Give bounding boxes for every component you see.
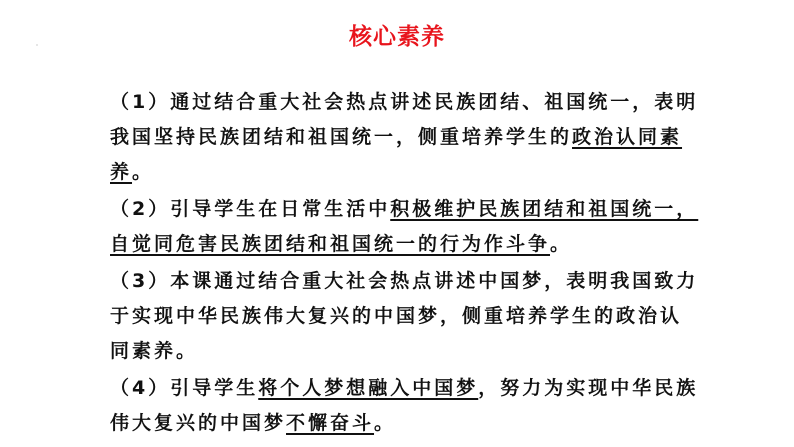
paragraph-1-end: 。	[132, 161, 155, 183]
paragraph-2	[110, 192, 700, 262]
paragraph-1-text: （1）通过结合重大社会热点讲述民族团结、祖国统一，表明我国坚持民族团结和祖国统一，侧重培养学生的	[110, 91, 699, 148]
paragraph-4-end: 。	[374, 412, 397, 434]
paragraph-1-underlined: 政治认同素养	[110, 126, 683, 183]
paragraph-1	[110, 85, 700, 190]
paragraph-2-underlined: 积极维护民族团结和祖国统一，自觉同危害民族团结和祖国统一的行为作斗争	[110, 198, 699, 255]
paragraph-2-text: （2）引导学生在日常生活中	[110, 198, 391, 220]
paragraph-4-text: （4）引导学生	[110, 377, 259, 399]
page-title: 核心素养	[349, 24, 445, 50]
paragraph-4-underlined-1: 将个人梦想融入中国梦	[258, 377, 479, 399]
paragraph-3	[110, 264, 700, 369]
paragraph-4-middle: ，努力为实现中华民族伟大复兴的中国梦	[110, 377, 699, 434]
paragraph-4	[110, 371, 700, 441]
paragraph-4-underlined-2: 不懈奋斗	[286, 412, 375, 434]
paragraph-2-end: 。	[550, 233, 573, 255]
paragraph-3-text: （3）本课通过结合重大社会热点讲述中国梦，表明我国致力于实现中华民族伟大复兴的中国梦，侧重培养学生的政治认同素养。	[110, 270, 699, 362]
